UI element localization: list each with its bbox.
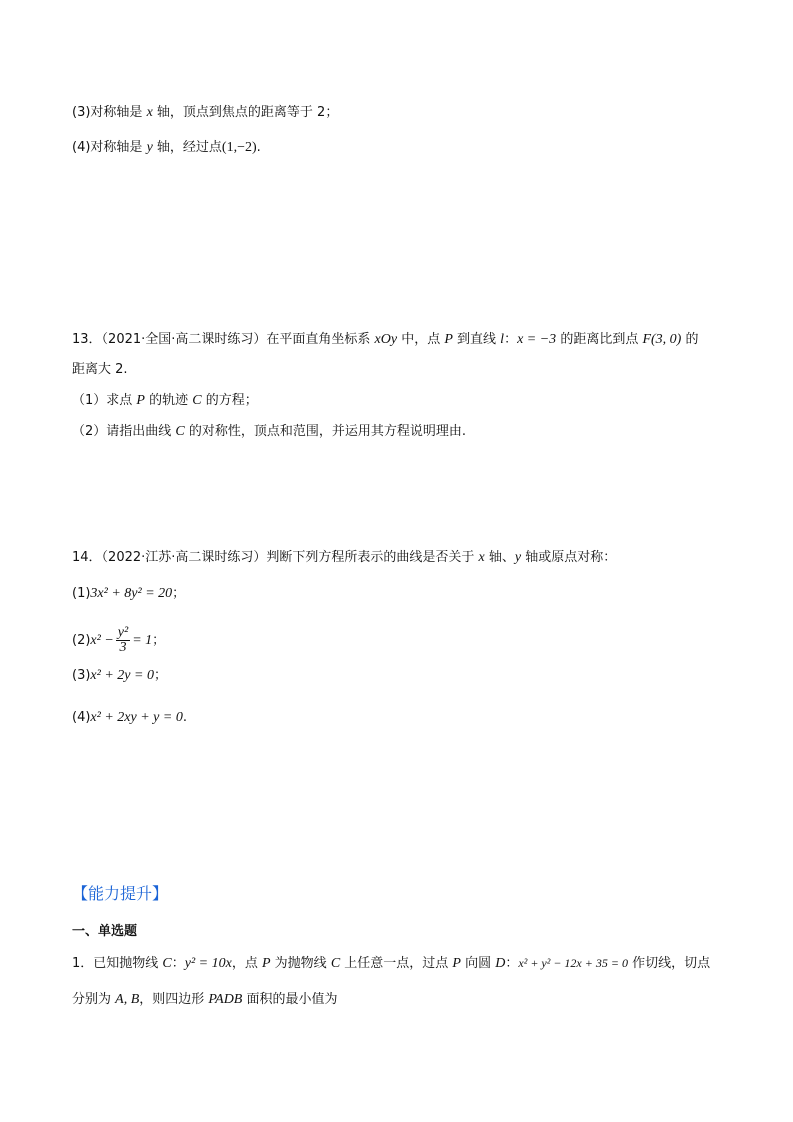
text: 向圆 <box>460 956 496 971</box>
math-equation: x² + 2y = 0 <box>90 668 154 683</box>
q12-part3 <box>72 103 338 123</box>
q13-stem-line2: 距离大 2. <box>72 362 128 377</box>
text: ，则四边形 <box>139 992 209 1007</box>
text: ； <box>172 586 186 601</box>
label: (2) <box>72 633 91 648</box>
text: 的 <box>681 332 699 347</box>
text: (3)对称轴是 <box>72 105 147 120</box>
text: 的轨迹 <box>144 393 193 408</box>
math-var: x <box>146 105 153 120</box>
math-var: P <box>444 332 453 347</box>
q13-sub2 <box>72 422 466 442</box>
text: 到直线 <box>452 332 501 347</box>
label: (4) <box>72 710 91 725</box>
text: （1）求点 <box>72 393 137 408</box>
text: 14．（2022·江苏·高二课时练习）判断下列方程所表示的曲线是否关于 <box>72 550 479 565</box>
text: 中，点 <box>397 332 445 347</box>
label: (1) <box>72 586 91 601</box>
text: ： <box>505 956 519 971</box>
math-equation: x² + y² − 12x + 35 = 0 <box>518 956 628 970</box>
text: ，点 <box>231 956 262 971</box>
text: ： <box>504 332 518 347</box>
math-equation: y² = 10x <box>184 956 232 971</box>
math-equation: x² + 2xy + y = 0 <box>90 710 183 725</box>
text: (4)对称轴是 <box>72 140 147 155</box>
q14-eq3 <box>72 666 167 686</box>
text: 1．已知抛物线 <box>72 956 163 971</box>
text: ； <box>153 668 167 683</box>
math-var: C <box>330 956 341 971</box>
q14-eq1 <box>72 584 185 604</box>
math-term: = 1 <box>132 633 153 648</box>
text: 的距离比到点 <box>556 332 643 347</box>
q1-stem-line1 <box>72 953 710 974</box>
fraction-numerator: y² <box>117 625 129 640</box>
math-var: P <box>136 393 145 408</box>
q1-stem-line2 <box>72 990 338 1010</box>
math-point: (1,−2) <box>221 140 257 155</box>
text: . <box>256 140 261 155</box>
q12-part4 <box>72 138 261 158</box>
math-var: y <box>514 550 522 565</box>
text: 面积的最小值为 <box>242 992 338 1007</box>
text: 轴、 <box>484 550 515 565</box>
section-subtitle: 一、单选题 <box>72 924 138 939</box>
text: . <box>182 710 187 725</box>
text: 的对称性，顶点和范围，并运用其方程说明理由. <box>184 424 467 439</box>
q13-stem-line1 <box>72 330 698 350</box>
text: 分别为 <box>72 992 116 1007</box>
math-equation: x = −3 <box>517 332 557 347</box>
math-var: P <box>452 956 461 971</box>
text: ： <box>171 956 185 971</box>
math-quadrilateral: PADB <box>208 992 243 1007</box>
section-title: 【能力提升】 <box>72 884 169 903</box>
text: 轴或原点对称： <box>521 550 617 565</box>
q14-eq2 <box>72 626 165 655</box>
text: 上任意一点，过点 <box>340 956 453 971</box>
math-point: F(3, 0) <box>642 332 682 347</box>
text: 的方程； <box>201 393 258 408</box>
math-var: D <box>495 956 506 971</box>
fraction-denominator: 3 <box>119 640 127 655</box>
math-points: A, B <box>115 992 140 1007</box>
q14-stem <box>72 548 616 568</box>
math-var: y <box>146 140 153 155</box>
text: 轴，顶点到焦点的距离等于 2； <box>152 105 339 120</box>
text: ； <box>152 633 166 648</box>
math-var: l <box>500 332 505 347</box>
math-var: x <box>478 550 485 565</box>
math-equation: 3x² + 8y² = 20 <box>90 586 173 601</box>
text: （2）请指出曲线 <box>72 424 176 439</box>
math-fraction <box>116 626 130 655</box>
math-xoy: xOy <box>374 332 398 347</box>
math-var: C <box>192 393 202 408</box>
q14-eq4 <box>72 708 187 728</box>
text: 13．（2021·全国·高二课时练习）在平面直角坐标系 <box>72 332 375 347</box>
text: 为抛物线 <box>270 956 331 971</box>
math-term: x² − <box>90 633 114 648</box>
math-var: C <box>175 424 185 439</box>
label: (3) <box>72 668 91 683</box>
text: 轴，经过点 <box>152 140 222 155</box>
math-var: C <box>162 956 172 971</box>
q13-sub1 <box>72 391 258 411</box>
math-var: P <box>261 956 271 971</box>
text: 作切线，切点 <box>627 956 711 971</box>
